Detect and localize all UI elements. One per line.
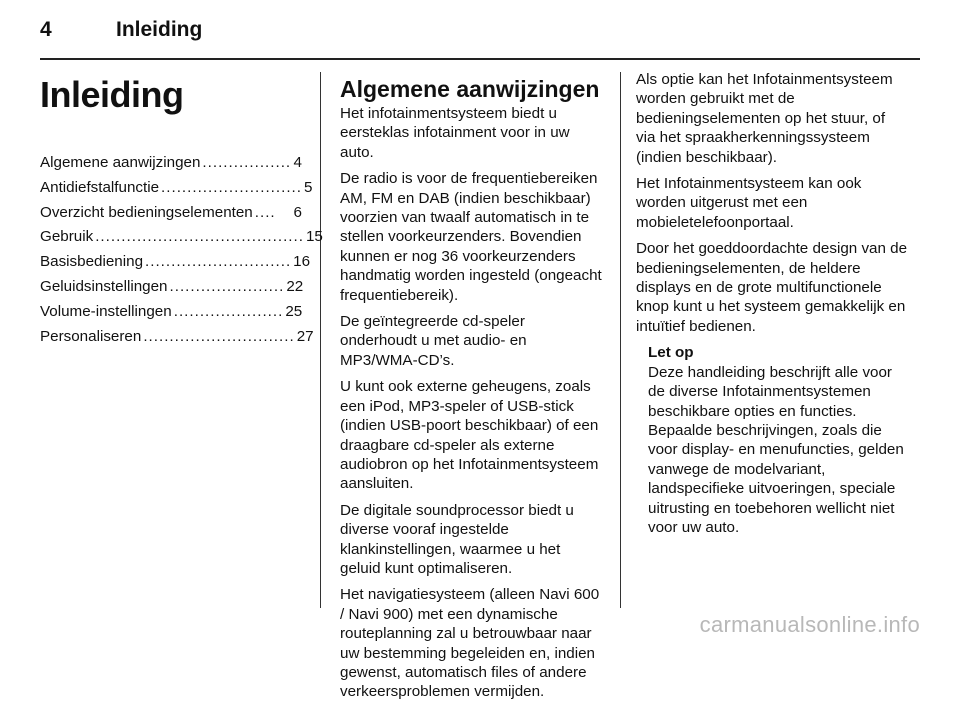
toc-leader: ................. <box>202 154 292 171</box>
note-box <box>648 343 908 537</box>
watermark: carmanualsonline.info <box>699 612 920 637</box>
toc-label: Overzicht bedieningselementen <box>40 203 253 221</box>
body-column-left <box>340 70 604 709</box>
toc-leader: ..................... <box>173 302 284 320</box>
header-rule <box>40 58 920 60</box>
toc-label: Gebruik <box>40 228 94 246</box>
toc-page: 22 <box>286 277 304 295</box>
toc-entry[interactable] <box>40 252 311 277</box>
paragraph: De radio is voor de frequentiebereiken AM, FM en DAB (indien beschikbaar) voorzien van twaalf automatisch in te stellen voorkeurzenders. Bovendien kunnen er nog 36 voorkeurzenders handmatig worden ingesteld (ongeacht frequentiebereik). <box>340 170 602 304</box>
contents-column <box>40 70 323 351</box>
column-divider <box>320 72 321 608</box>
toc-entry[interactable] <box>40 277 302 302</box>
paragraph: Als optie kan het Infotainmentsysteem worden gebruikt met de bedieningselementen op het stuur, of via het spraakherkenningssysteem (indien beschikbaar). <box>636 71 893 166</box>
toc-page: 5 <box>303 178 313 196</box>
toc-label: Antidiefstalfunctie <box>40 178 160 196</box>
toc-entry[interactable] <box>40 178 313 203</box>
running-title: Inleiding <box>116 18 203 41</box>
toc-entry[interactable] <box>40 227 323 252</box>
paragraph: Het navigatiesysteem (alleen Navi 600 / Navi 900) met een dynamische routeplanning zal u betrouwbaar naar uw bestemming begeleiden en, indien gewenst, automatisch files of andere verkeersproblemen vermijden. <box>340 586 600 701</box>
toc-page: 15 <box>305 228 323 246</box>
page-header <box>40 18 202 48</box>
table-of-contents <box>40 153 323 351</box>
toc-page: 27 <box>296 327 314 345</box>
toc-leader: ........................... <box>161 178 302 196</box>
chapter-title: Inleiding <box>40 74 184 115</box>
toc-entry[interactable] <box>40 302 302 327</box>
page-number: 4 <box>40 18 52 41</box>
toc-page: 6 <box>293 203 302 221</box>
toc-leader: .... <box>254 203 276 221</box>
toc-page: 25 <box>285 302 303 320</box>
toc-entry[interactable] <box>40 153 302 178</box>
toc-leader: ............................ <box>145 253 292 271</box>
toc-label: Basisbediening <box>40 253 144 271</box>
toc-page: 16 <box>293 253 311 271</box>
toc-entry[interactable] <box>40 203 302 228</box>
toc-leader: ...................... <box>169 277 285 295</box>
toc-page: 4 <box>293 154 302 171</box>
body-column-right <box>636 70 908 537</box>
paragraph: U kunt ook externe geheugens, zoals een iPod, MP3-speler of USB-stick (indien USB-poort beschikbaar) of een draagbare cd-speler als externe audiobron op het Infotainmentsysteem aansluiten. <box>340 378 599 493</box>
toc-leader: ........................................ <box>95 228 304 246</box>
toc-label: Personaliseren <box>40 327 142 345</box>
paragraph: Door het goeddoordachte design van de bedieningselementen, de heldere displays en de grote multifunctionele knop kunt u het systeem gemakkelijk en intuïtief bedienen. <box>636 240 908 335</box>
paragraph: Het Infotainmentsysteem kan ook worden uitgerust met een mobieletelefoonportaal. <box>636 175 862 231</box>
toc-label: Volume-instellingen <box>40 302 172 320</box>
paragraph: Het infotainmentsysteem biedt u eersteklas infotainment voor in uw auto. <box>340 105 570 161</box>
toc-label: Algemene aanwijzingen <box>40 154 201 171</box>
toc-entry[interactable] <box>40 327 314 352</box>
toc-leader: ............................. <box>143 327 295 345</box>
column-divider <box>620 72 621 608</box>
paragraph: De digitale soundprocessor biedt u diverse vooraf ingestelde klankinstellingen, waarmee u het geluid kunt optimaliseren. <box>340 501 574 577</box>
note-label: Let op <box>648 344 694 362</box>
section-title: Algemene aanwijzingen <box>340 76 600 102</box>
note-text: Deze handleiding beschrijft alle voor de diverse Infotainmentsystemen beschikbare opties en functies. Bepaalde beschrijvingen, zoals die voor display- en menufuncties, gelden vanwege de modelvariant, landspecifieke uitvoeringen, speciale uitrusting en toebehoren wellicht niet voor uw auto. <box>648 363 904 536</box>
toc-label: Geluidsinstellingen <box>40 277 168 295</box>
paragraph: De geïntegreerde cd-speler onderhoudt u met audio- en MP3/WMA-CD’s. <box>340 313 527 369</box>
